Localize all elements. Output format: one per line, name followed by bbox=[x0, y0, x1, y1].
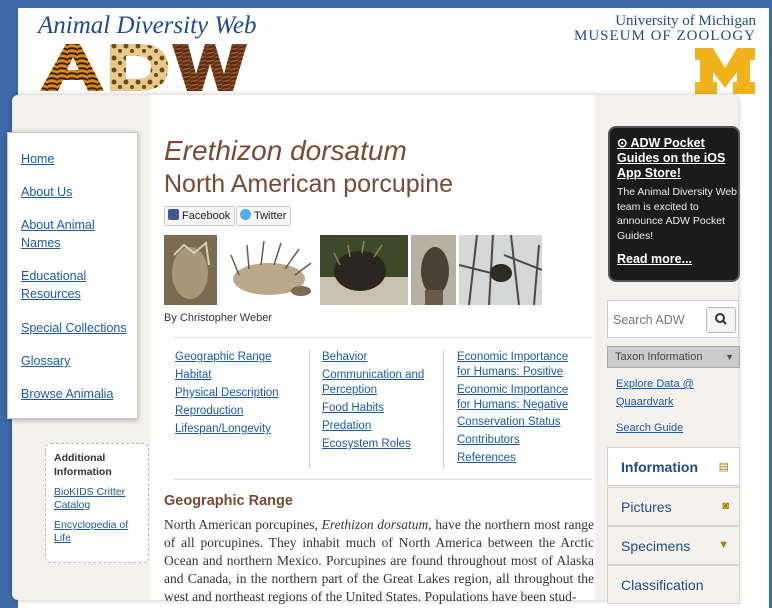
tab-classification[interactable] bbox=[607, 565, 740, 604]
additional-information-heading: Additional Information bbox=[54, 452, 112, 478]
tab-information-label: Information bbox=[621, 459, 698, 475]
body-text-species-name: Erethizon dorsatum bbox=[321, 517, 429, 532]
site-title[interactable]: Animal Diversity Web bbox=[38, 12, 257, 39]
promo-title-link[interactable] bbox=[617, 136, 737, 181]
twitter-icon bbox=[240, 209, 251, 220]
common-name-title: North American porcupine bbox=[164, 170, 454, 198]
toc-geographic-range[interactable]: Geographic Range bbox=[175, 351, 272, 363]
site-header bbox=[18, 8, 769, 100]
geographic-range-text bbox=[164, 516, 594, 606]
toc-top-divider bbox=[174, 337, 592, 338]
toc-column-divider bbox=[443, 350, 444, 468]
nav-home[interactable]: Home bbox=[21, 152, 55, 166]
nav-special-collections[interactable]: Special Collections bbox=[21, 321, 127, 335]
porcupine-photo-3[interactable] bbox=[320, 235, 408, 305]
body-text-part: North American porcupines, bbox=[164, 517, 322, 532]
nav-educational-resources[interactable]: Educational Resources bbox=[21, 269, 87, 301]
toc-contributors[interactable]: Contributors bbox=[457, 434, 520, 446]
toc-habitat[interactable]: Habitat bbox=[175, 369, 212, 381]
museum-name[interactable]: MUSEUM OF ZOOLOGY bbox=[573, 28, 756, 44]
left-navigation bbox=[7, 132, 138, 419]
scientific-name-title: Erethizon dorsatum bbox=[164, 135, 407, 166]
adw-logo[interactable] bbox=[38, 42, 248, 92]
nav-browse-animalia[interactable]: Browse Animalia bbox=[21, 387, 114, 401]
toc-conservation-status[interactable]: Conservation Status bbox=[457, 416, 561, 428]
toc-references[interactable]: References bbox=[457, 452, 516, 464]
biokids-critter-catalog-link[interactable]: BioKIDS Critter Catalog bbox=[54, 486, 126, 511]
facebook-icon bbox=[168, 209, 179, 220]
pocket-guides-promo bbox=[608, 126, 740, 282]
additional-information-box bbox=[45, 443, 149, 563]
tab-specimens-label: Specimens bbox=[621, 538, 691, 554]
nav-about-animal-names[interactable]: About Animal Names bbox=[21, 218, 95, 250]
toc-physical-description[interactable]: Physical Description bbox=[175, 387, 279, 399]
porcupine-photo-5[interactable] bbox=[459, 235, 542, 305]
encyclopedia-of-life-link[interactable]: Encyclopedia of Life bbox=[54, 519, 129, 544]
section-heading-geographic-range: Geographic Range bbox=[164, 493, 293, 509]
app-store-icon: ⊙ bbox=[617, 136, 631, 150]
porcupine-photo-2[interactable] bbox=[219, 235, 317, 305]
toc-column-divider bbox=[309, 350, 310, 468]
toc-predation[interactable]: Predation bbox=[322, 420, 372, 432]
photo-credit: By Christopher Weber bbox=[164, 312, 273, 324]
michigan-block-m-logo[interactable] bbox=[695, 48, 755, 94]
toc-ecosystem-roles[interactable]: Ecosystem Roles bbox=[322, 438, 411, 450]
toc-bottom-divider bbox=[174, 479, 592, 480]
chevron-down-icon: ▼ bbox=[725, 352, 734, 362]
search-button[interactable] bbox=[706, 307, 736, 333]
twitter-share-button[interactable] bbox=[236, 206, 291, 226]
tab-pictures-label: Pictures bbox=[621, 499, 672, 515]
porcupine-photo-1[interactable] bbox=[164, 235, 217, 305]
search-guide-link[interactable]: Search Guide bbox=[616, 422, 684, 434]
search-input[interactable] bbox=[611, 309, 703, 331]
toc-economic-importance-positive[interactable]: Economic Importance for Humans: Positive bbox=[457, 351, 569, 378]
search-box bbox=[607, 300, 739, 338]
promo-body: The Animal Diversity Web team is excited to announce ADW Pocket Guides! bbox=[617, 186, 738, 242]
specimen-icon: ▼ bbox=[718, 539, 729, 551]
document-icon: ▤ bbox=[718, 461, 729, 473]
search-icon bbox=[707, 308, 735, 332]
nav-about-us[interactable]: About Us bbox=[21, 185, 73, 199]
explore-data-quaardvark-link[interactable]: Explore Data @ Quaardvark bbox=[616, 378, 694, 408]
twitter-share-label: Twitter bbox=[254, 210, 287, 222]
toc-food-habits[interactable]: Food Habits bbox=[322, 402, 385, 414]
tab-specimens[interactable] bbox=[607, 526, 740, 565]
porcupine-photo-4[interactable] bbox=[411, 235, 456, 305]
toc-economic-importance-negative[interactable]: Economic Importance for Humans: Negative bbox=[457, 384, 569, 411]
toc-communication-and-perception[interactable]: Communication and Perception bbox=[322, 369, 425, 396]
promo-title-text: ADW Pocket Guides on the iOS App Store! bbox=[617, 136, 726, 180]
taxon-information-select[interactable] bbox=[607, 346, 740, 368]
facebook-share-label: Facebook bbox=[182, 210, 231, 222]
taxon-select-value: Taxon Information bbox=[615, 351, 703, 363]
nav-glossary[interactable]: Glossary bbox=[21, 354, 71, 368]
tab-information[interactable] bbox=[607, 447, 740, 486]
tab-pictures[interactable] bbox=[607, 487, 740, 526]
camera-icon: ◙ bbox=[722, 500, 729, 512]
toc-reproduction[interactable]: Reproduction bbox=[175, 405, 244, 417]
university-name[interactable]: University of Michigan bbox=[615, 13, 756, 29]
toc-behavior[interactable]: Behavior bbox=[322, 351, 368, 363]
tab-classification-label: Classification bbox=[621, 577, 704, 593]
facebook-share-button[interactable] bbox=[164, 206, 235, 226]
promo-read-more-link[interactable]: Read more... bbox=[617, 252, 693, 266]
body-text-part: , have the northern most range of all porcupines. They inhabit much of North America between the Arctic Ocean and northern Mexico. Porcupines are found throughout most of Alaska and Canada, in the northern part of the Great Lakes region, all throughout the west and northeast regions of the United States. Populations have been stud- bbox=[164, 517, 594, 604]
toc-lifespan-longevity[interactable]: Lifespan/Longevity bbox=[175, 423, 271, 435]
